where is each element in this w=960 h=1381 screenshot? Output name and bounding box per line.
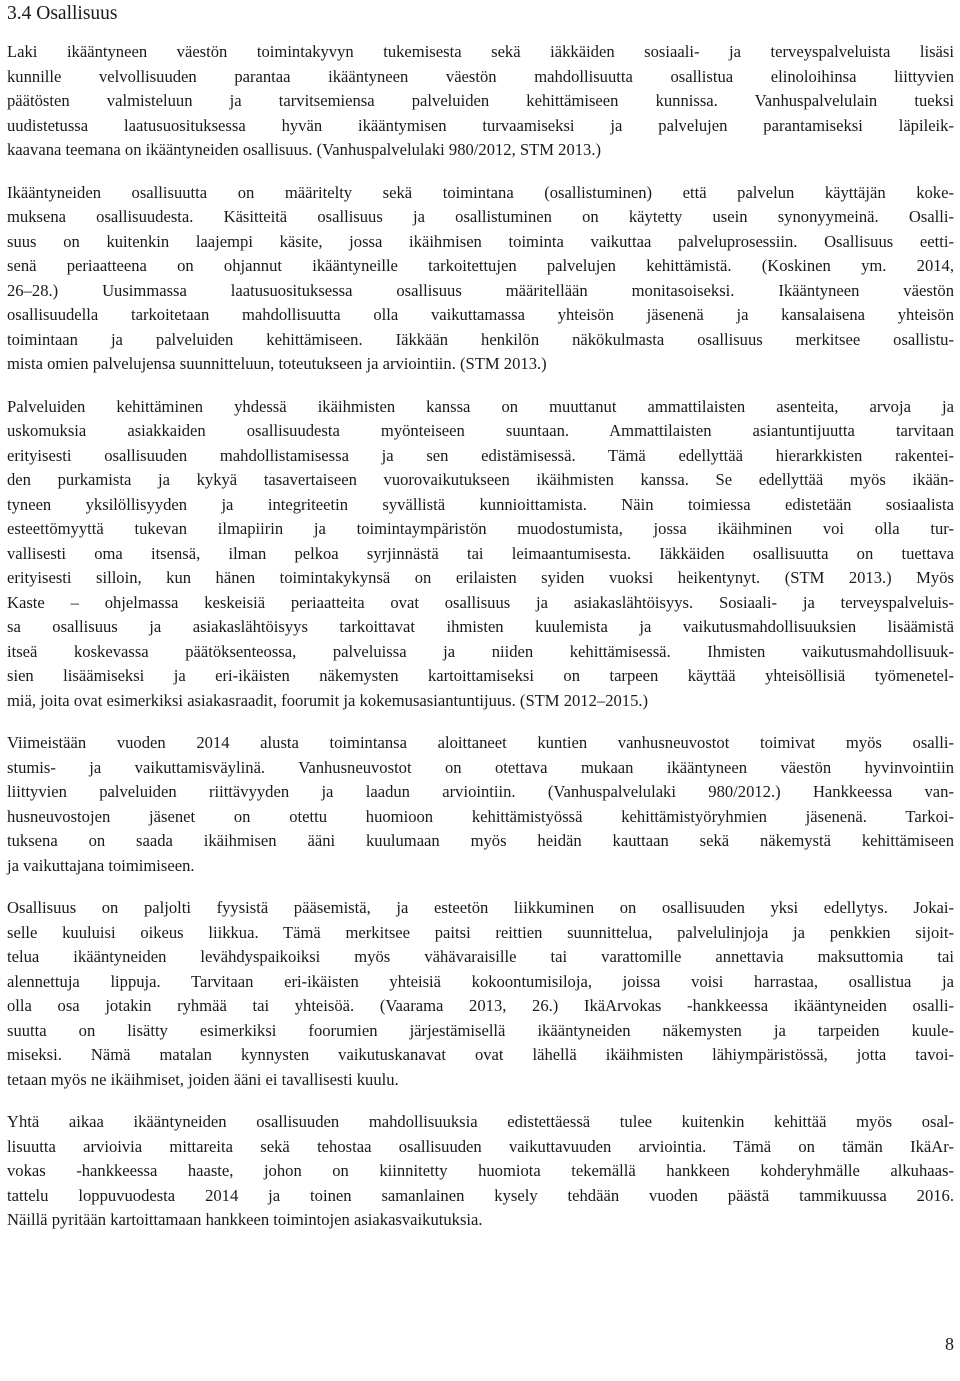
paragraph-6 [7, 1110, 954, 1233]
text-line: husneuvostojen jäsenet on otettu huomioon kehittämistyössä kehittämistyöryhmien jäsenenä. Tarkoi- [7, 806, 954, 826]
text-line: mista omien palvelujensa suunnitteluun, toteutukseen ja arviointiin. (STM 2013.) [7, 354, 547, 373]
text-line: Palveluiden kehittäminen yhdessä ikäihmisten kanssa on muuttanut ammattilaisten asenteita, arvoja ja [7, 396, 954, 416]
text-line: osallisuudella tarkoitetaan mahdollisuutta olla vaikuttamassa yhteisön jäsenenä ja kansalaisena yhteisön [7, 305, 954, 324]
text-line: erityisesti osallisuuden mahdollistamisessa ja sen edistämisessä. Tämä edellyttää hierarkkisten rakentei- [7, 445, 954, 465]
text-line: olla osa jotakin ryhmää tai yhteisöä. (Vaarama 2013, 26.) IkäArvokas -hankkeessa ikääntyneiden osalli- [7, 996, 954, 1015]
section-title: 3.4 Osallisuus [7, 3, 118, 24]
text-line: muksena osallisuudesta. Käsitteitä osallisuus ja osallistuminen on käytetty usein synonyymeinä. Osalli- [7, 207, 954, 226]
text-line: sien lisäämiseksi ja eri-ikäisten näkemysten kartoittamiseksi on tarpeen käyttää yhteisöllisiä työmenetel- [7, 666, 954, 685]
text-line: liittyvien palveluiden riittävyyden ja laadun arviointiin. (Vanhuspalvelulaki 980/2012.) Hankkeessa van- [7, 782, 954, 801]
text-line: senä periaatteena on ohjannut ikääntyneille tarkoitettujen palvelujen kehittämistä. (Koskinen ym. 2014, [7, 256, 954, 275]
text-line: lisuutta arvioivia mittareita sekä tehostaa osallisuuden vaikuttavuuden arviointia. Tämä on tämän IkäAr- [7, 1136, 954, 1156]
text-line: tetaan myös ne ikäihmiset, joiden ääni ei tavallisesti kuulu. [7, 1069, 399, 1089]
text-line: telua ikääntyneiden levähdyspaikoiksi myös vähävaraisille tai varattomille annettavia maksuttomia tai [7, 947, 954, 966]
text-line: suus on kuitenkin laajempi käsite, jossa ikäihmisen toiminta vaikuttaa palveluprosessiin. Osallisuus eetti- [7, 231, 954, 251]
text-line: erityisesti silloin, kun hänen toimintakykynsä on erilaisten syiden vuoksi heikentynyt. (STM 2013.) Myös [7, 568, 954, 587]
text-line: miseksi. Nämä matalan kynnysten vaikutuskanavat ovat lähellä ikäihmisten lähiympäristössä, jotta tavoi- [7, 1045, 954, 1064]
text-line: toimintaan ja palveluiden kehittämiseen. Iäkkään henkilön näkökulmasta osallisuus merkitsee osallistu- [7, 329, 954, 349]
text-line: tuksena on saada ikäihmisen ääni kuulumaan myös heidän kauttaan sekä näkemystä kehittämiseen [7, 831, 954, 850]
text-line: Kaste – ohjelmassa keskeisiä periaatteita ovat osallisuus ja asiakaslähtöisyys. Sosiaali- ja terveyspalveluis- [7, 592, 954, 612]
text-line: kaavana teemana on ikääntyneiden osallisuus. (Vanhuspalvelulaki 980/2012, STM 2013.) [7, 140, 602, 159]
paragraph-5 [7, 896, 954, 1092]
text-line: Laki ikääntyneen väestön toimintakyvyn tukemisesta sekä iäkkäiden sosiaali- ja terveyspalveluista lisäsi [7, 42, 954, 61]
paragraph-2 [7, 181, 954, 377]
text-line: päätösten valmisteluun ja tarvitsemiensa palveluiden kehittämiseen kunnissa. Vanhuspalvelulain tueksi [7, 91, 954, 110]
text-line: Yhtä aikaa ikääntyneiden osallisuuden mahdollisuuksia edistettäessä tulee kuitenkin kehittää myös osal- [7, 1112, 954, 1131]
text-line: 26–28.) Uusimmassa laatusuosituksessa osallisuus määritellään monitasoiseksi. Ikääntyneen väestön [7, 280, 954, 300]
text-line: ja vaikuttajana toimimiseen. [7, 855, 195, 875]
text-line: stumis- ja vaikuttamisväylinä. Vanhusneuvostot on otettava mukaan ikääntyneen väestön hyvinvointiin [7, 757, 954, 777]
paragraph-3 [7, 395, 954, 714]
text-line: Viimeistään vuoden 2014 alusta toimintansa aloittaneet kuntien vanhusneuvostot toimivat myös osalli- [7, 733, 954, 752]
text-line: den purkamista ja kykyä tasavertaiseen vuorovaikutukseen ikäihmisten kanssa. Se edellyttää myös ikään- [7, 470, 954, 489]
paragraph-1 [7, 40, 954, 163]
page-number: 8 [945, 1334, 954, 1354]
text-line: miä, joita ovat esimerkiksi asiakasraadit, foorumit ja kokemusasiantuntijuus. (STM 2012–2015.) [7, 690, 649, 710]
text-line: alennettuja lippuja. Tarvitaan eri-ikäisten yhteisiä kokoontumisiloja, joissa voisi harrastaa, osallistua ja [7, 971, 954, 991]
text-line: kunnille velvollisuuden parantaa ikääntyneen väestön mahdollisuutta osallistua elinoloihinsa liittyvien [7, 66, 954, 86]
text-line: Näillä pyritään kartoittamaan hankkeen toimintojen asiakasvaikutuksia. [7, 1210, 483, 1229]
text-line: sa osallisuus ja asiakaslähtöisyys tarkoittavat ihmisten kuulemista ja vaikutusmahdollisuuksien lisäämistä [7, 617, 954, 636]
text-line: selle kuuluisi oikeus liikkua. Tämä merkitsee paitsi reittien suunnittelua, palvelulinjoja ja penkkien sijoit- [7, 922, 954, 942]
text-line: tattelu loppuvuodesta 2014 ja toinen samanlainen kysely tehdään vuoden päästä tammikuussa 2016. [7, 1185, 954, 1205]
text-line: suutta on lisätty esimerkiksi foorumien järjestämisellä ikääntyneiden näkemysten ja tarpeiden kuule- [7, 1020, 954, 1040]
text-line: esteettömyyttä tukevan ilmapiirin ja toimintaympäristön muodostumista, jossa ikäihminen voi olla tur- [7, 519, 954, 538]
text-line: vallisesti oma itsensä, ilman pelkoa syrjinnästä tai leimaantumisesta. Iäkkäiden osallisuutta on tuettava [7, 543, 954, 563]
body-text [7, 40, 954, 1251]
text-line: itseä koskevassa päätöksenteossa, palveluissa ja niiden kehittämisessä. Ihmisten vaikutusmahdollisuuk- [7, 641, 954, 661]
paragraph-4 [7, 731, 954, 878]
text-line: tyneen yksilöllisyyden ja integriteetin syvällistä kunnioittamista. Näin toimiessa edistetään sosiaalista [7, 494, 954, 514]
text-line: uskomuksia asiakkaiden osallisuudesta myönteiseen suuntaan. Ammattilaisten asiantuntijuutta tarvitaan [7, 421, 954, 440]
text-line: Osallisuus on paljolti fyysistä pääsemistä, ja esteetön liikkuminen on osallisuuden yksi edellytys. Jokai- [7, 898, 954, 917]
text-line: uudistetussa laatusuosituksessa hyvän ikääntymisen turvaamiseksi ja palvelujen parantamiseksi läpileik- [7, 115, 954, 135]
text-line: vokas -hankkeessa haaste, johon on kiinnitetty huomiota tekemällä hankkeen kohderyhmälle alkuhaas- [7, 1161, 954, 1180]
text-line: Ikääntyneiden osallisuutta on määritelty sekä toimintana (osallistuminen) että palvelun käyttäjän koke- [7, 182, 954, 202]
